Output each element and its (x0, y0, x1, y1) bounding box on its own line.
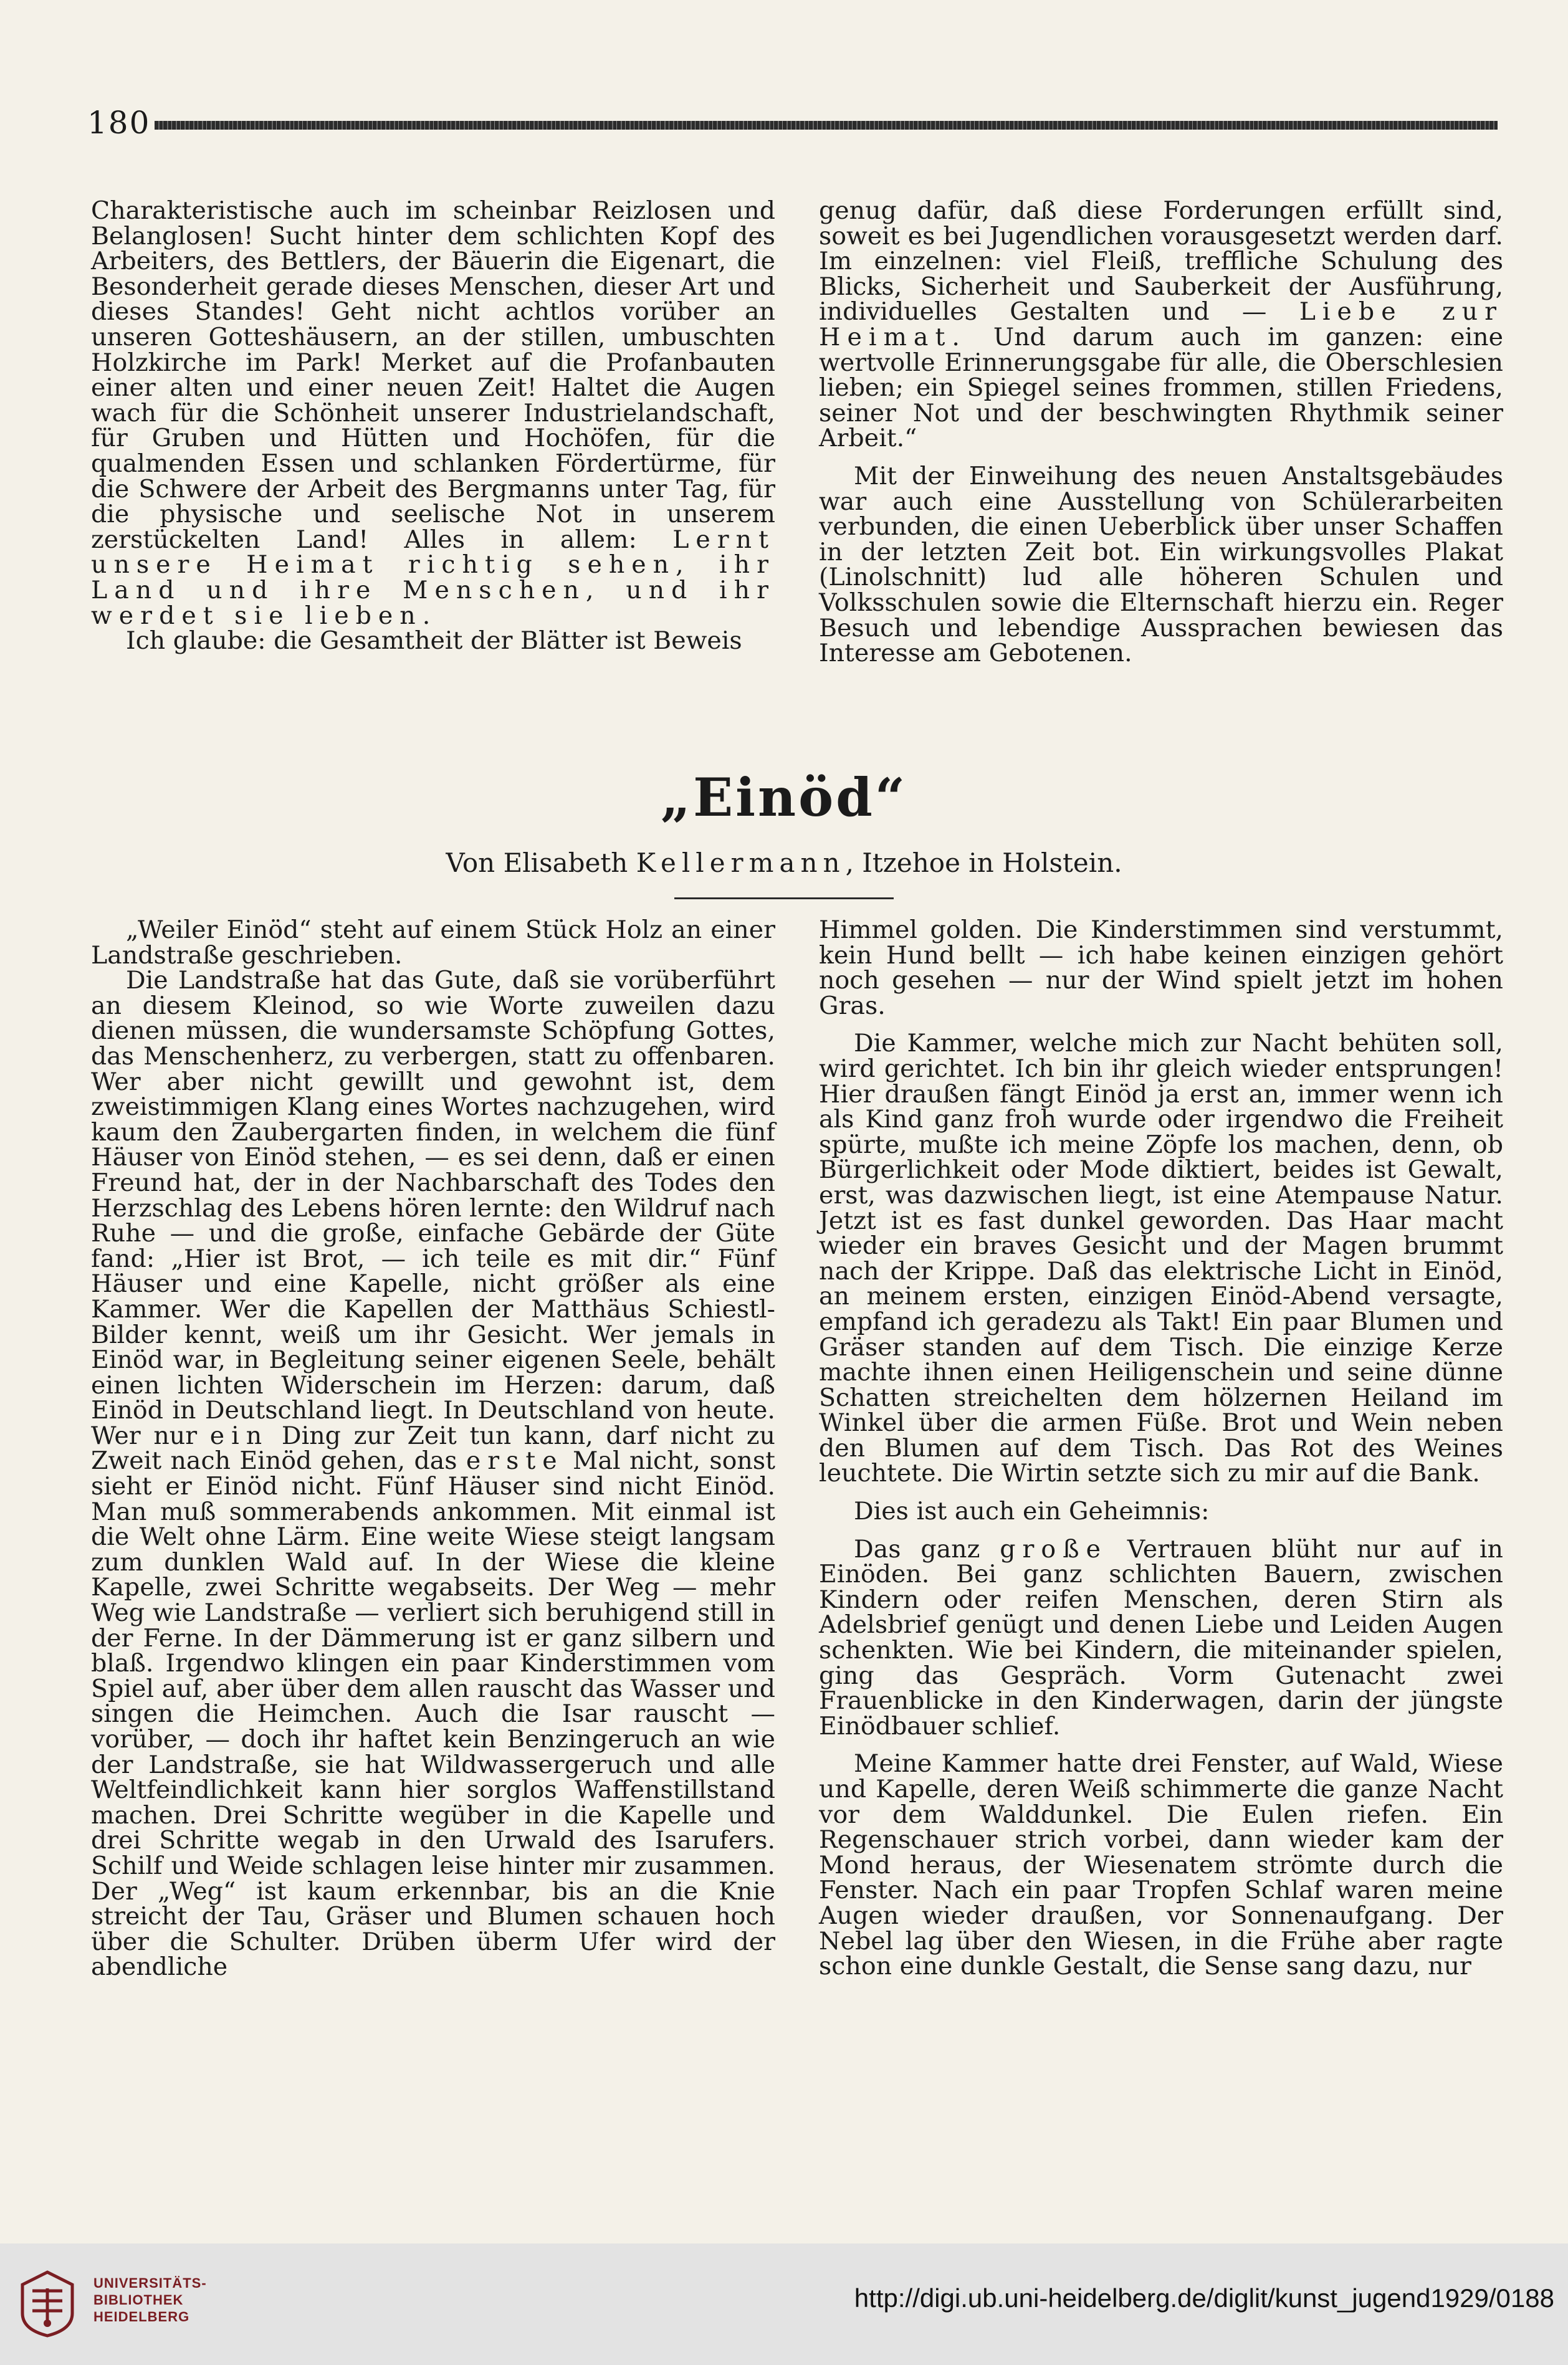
logo-line: HEIDELBERG (93, 2309, 190, 2324)
spaced-emphasis: ein (209, 1421, 269, 1450)
byline-suffix: , Itzehoe in Holstein. (845, 848, 1122, 878)
text-run: Ding zur Zeit tun kann, darf nicht zu Zweit nach Einöd gehen, das (91, 1421, 775, 1476)
paragraph: Dies ist auch ein Geheimnis: (854, 1497, 1210, 1526)
library-logo-icon[interactable] (19, 2270, 76, 2338)
column-bottom-right (819, 917, 1503, 1979)
source-url-link[interactable]: http://digi.ub.uni-heidelberg.de/diglit/kunst_jugend1929/0188 (854, 2283, 1554, 2313)
article-title: „Einöd“ (660, 767, 908, 828)
text-run: genug dafür, daß diese Forderungen erfüllt sind, soweit es bei Jugendlichen vorausgesetzt werden darf. Im einzelnen: viel Fleiß, treffliche Schulung des Blicks, Sicherheit und Sauberkeit der Ausführung, individuelles Gestalten und — (819, 196, 1503, 327)
spaced-emphasis: erste (466, 1446, 564, 1476)
library-logo-text[interactable] (93, 2275, 207, 2325)
paragraph: Die Kammer, welche mich zur Nacht behüten soll, wird gerichtet. Ich bin ihr gleich wieder entsprungen! Hier draußen fängt Einöd ja erst an, immer wenn ich als Kind ganz froh wurde oder irgendwo die Freiheit spürte, mußte ich meine Zöpfe los machen, denn, ob Bürgerlichkeit oder Mode diktiert, beides ist Gewalt, erst, was dazwischen liegt, ist eine Atempause Natur. Jetzt ist es fast dunkel geworden. Das Haar macht wieder ein braves Gesicht und der Magen brummt nach der Krippe. Daß das elektrische Licht in Einöd, an meinem ersten, einzigen Einöd-Abend versagte, empfand ich geradezu als Takt! Ein paar Blumen und Gräser standen auf dem Tisch. Die einzige Kerze machte ihnen einen Heiligenschein und seine dünne Schatten streichelten dem hölzernen Heiland im Winkel über die armen Füße. Brot und Wein neben den Blumen auf dem Tisch. Das Rot des Weines leuchtete. Die Wirtin setzte sich zu mir auf die Bank. (819, 1029, 1503, 1488)
text-run: Mal nicht, sonst sieht er Einöd nicht. Fünf Häuser sind nicht Einöd. Man muß sommerabends ankommen. Mit einmal ist die Welt ohne Lärm. Eine weite Wiese steigt langsam zum dunklen Wald auf. In der Wiese die kleine Kapelle, zwei Schritte wegabseits. Der Weg — mehr Weg wie Landstraße — verliert sich beruhigend still in der Ferne. In der Dämmerung ist er ganz silbern und blaß. Irgendwo klingen ein paar Kinderstimmen vom Spiel auf, aber über dem allen rauscht das Wasser und singen die Heimchen. Auch die Isar rauscht — vorüber, — doch ihr haftet kein Benzingeruch an wie der Landstraße, sie hat Wildwassergeruch und alle Weltfeindlichkeit kann hier sorglos Waffenstillstand machen. Drei Schritte wegüber in die Kapelle und drei Schritte wegab in den Urwald des Isarufers. Schilf und Weide schlagen leise hinter mir zusammen. Der „Weg“ ist kaum erkennbar, bis an die Knie streicht der Tau, Gräser und Blumen schauen hoch über die Schulter. Drüben überm Ufer wird der abendliche (91, 1446, 775, 1982)
text-run: Vertrauen blüht nur auf in Einöden. Bei ganz schlichten Bauern, zwischen Kindern oder reifen Menschen, deren Stirn als Adelsbrief genügt und denen Liebe und Leiden Augen schenkten. Wie bei Kindern, die miteinander spielen, ging das Gespräch. Vorm Gutenacht zwei Frauenblicke in den Kinderwagen, darin der jüngste Einödbauer schlief. (819, 1534, 1503, 1741)
paragraph (819, 198, 1503, 451)
logo-line: UNIVERSITÄTS- (93, 2275, 207, 2291)
byline-prefix: Von Elisabeth (446, 848, 636, 878)
article-byline (0, 848, 1568, 878)
column-bottom-left (91, 917, 775, 1980)
viewer-footer (0, 2243, 1568, 2365)
paragraph: Meine Kammer hatte drei Fenster, auf Wald, Wiese und Kapelle, deren Weiß schimmerte die ganze Nacht vor dem Walddunkel. Die Eulen riefen. Ein Regenschauer strich vorbei, dann wieder kam der Mond heraus, der Wiesenatem strömte durch die Fenster. Nach ein paar Tropfen Schlaf waren meine Augen wieder draußen, vor Sonnenaufgang. Der Nebel lag über den Wiesen, in die Frühe aber ragte schon eine dunkle Gestalt, die Sense sang dazu, nur (819, 1749, 1503, 1981)
spaced-emphasis: Lernt unsere Heimat richtig sehen, ihr Land und ihre Menschen, und ihr werdet sie lieben. (91, 525, 775, 630)
text-run: Charakteristische auch im scheinbar Reizlosen und Belanglosen! Sucht hinter dem schlichten Kopf des Arbeiters, des Bettlers, der Bäuerin die Eigenart, die Besonderheit gerade dieses Menschen, dieser Art und dieses Standes! Geht nicht achtlos vorüber an unseren Gotteshäusern, an der stillen, umbuschten Holzkirche im Park! Merket auf die Profanbauten einer alten und einer neuen Zeit! Haltet die Augen wach für die Schönheit unserer Industrielandschaft, für Gruben und Hütten und Hochöfen, für die qualmenden Essen und schlanken Fördertürme, für die Schwere der Arbeit des Bergmanns unter Tag, für die physische und seelische Not in unserem zerstückelten Land! Alles in allem: (91, 196, 775, 554)
paragraph (91, 198, 775, 628)
paragraph (819, 1534, 1503, 1741)
paragraph: Himmel golden. Die Kinderstimmen sind verstummt, kein Hund bellt — ich habe keinen einzigen gehört noch gesehen — nur der Wind spielt jetzt im hohen Gras. (819, 915, 1503, 1020)
title-rule (674, 897, 894, 899)
column-top-left (91, 198, 775, 654)
paragraph: Ich glaube: die Gesamtheit der Blätter ist Beweis (126, 626, 742, 656)
text-run: Die Landstraße hat das Gute, daß sie vorüberführt an diesem Kleinod, so wie Worte zuweilen dazu dienen müssen, die wundersamste Schöpfung Gottes, das Menschenherz, zu verbergen, statt zu offenbaren. Wer aber nicht gewillt und gewohnt ist, dem zweistimmigen Klang eines Wortes nachzugehen, wird kaum den Zaubergarten finden, in welchem die fünf Häuser von Einöd stehen, — es sei denn, daß er einen Freund hat, der in der Nachbarschaft des Todes den Herzschlag des Lebens hören lernte: den Wildruf nach Ruhe — und die große, einfache Gebärde der Güte fand: „Hier ist Brot, — ich teile es mit dir.“ Fünf Häuser und eine Kapelle, nicht größer als eine Kammer. Wer die Kapellen der Matthäus Schiestl-Bilder kennt, weiß um ihr Gesicht. Wer jemals in Einöd war, in Begleitung seiner eigenen Seele, behält einen lichten Widerschein im Herzen: darum, daß Einöd in Deutschland liegt. In Deutschland von heute. Wer nur (91, 966, 775, 1450)
header-rule (155, 121, 1498, 130)
paragraph: Mit der Einweihung des neuen Anstaltsgebäudes war auch eine Ausstellung von Schülerarbeiten verbunden, die einen Ueberblick über unser Schaffen in der letzten Zeit bot. Ein wirkungsvolles Plakat (Linolschnitt) lud alle höheren Schulen und Volksschulen sowie die Elternschaft hierzu ein. Reger Besuch und lebendige Aussprachen bewiesen das Interesse am Gebotenen. (819, 461, 1503, 668)
text-run: Und darum auch im ganzen: eine wertvolle Erinnerungsgabe für alle, die Oberschlesien lieben; ein Spiegel seines frommen, stillen Friedens, seiner Not und der beschwingten Rhythmik seiner Arbeit.“ (819, 322, 1503, 453)
spaced-emphasis: Liebe zur Heimat. (819, 297, 1503, 351)
logo-line: BIBLIOTHEK (93, 2292, 184, 2308)
byline-author: Kellermann (636, 848, 846, 878)
column-top-right (819, 198, 1503, 666)
text-run: Das ganz (854, 1534, 1000, 1564)
page-number: 180 (87, 105, 151, 141)
spaced-emphasis: große (1000, 1534, 1107, 1564)
paragraph: „Weiler Einöd“ steht auf einem Stück Holz an einer Landstraße geschrieben. (91, 915, 775, 970)
paragraph (91, 968, 775, 1980)
